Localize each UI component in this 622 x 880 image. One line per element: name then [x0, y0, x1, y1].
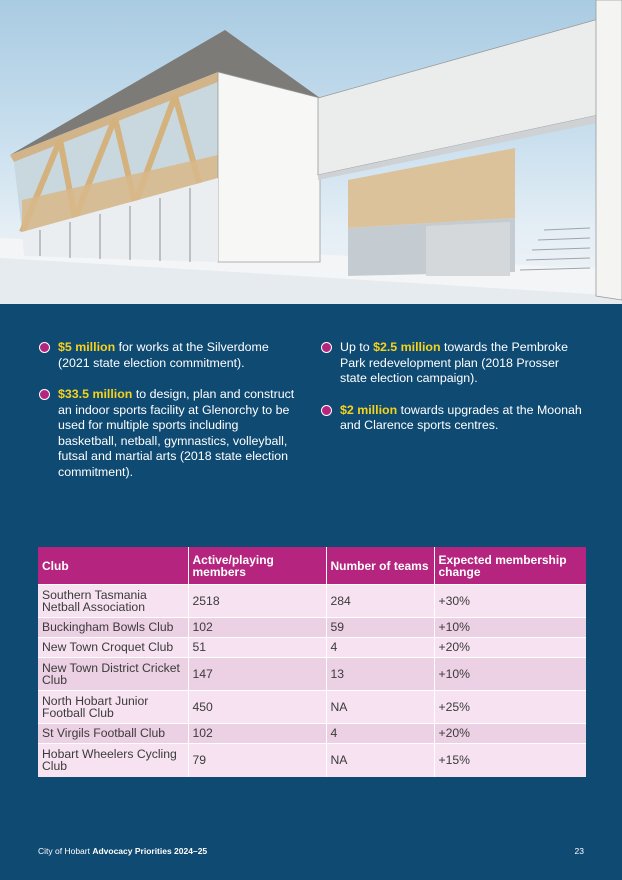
teams-value: NA [326, 744, 434, 777]
change-value: +30% [434, 585, 586, 618]
club-name: Buckingham Bowls Club [38, 618, 188, 638]
table-row [38, 658, 586, 691]
table-row [38, 724, 586, 744]
table-row [38, 585, 586, 618]
teams-value: 284 [326, 585, 434, 618]
club-membership-table [38, 547, 586, 777]
header-teams: Number of teams [326, 547, 434, 585]
funding-description: for works at the Silverdome (2021 state election commitment). [58, 340, 269, 370]
members-value: 51 [188, 638, 326, 658]
change-value: +20% [434, 638, 586, 658]
header-members: Active/playing members [188, 547, 326, 585]
change-value: +20% [434, 724, 586, 744]
bullet-dot-icon [321, 405, 332, 416]
funding-description: towards upgrades at the Moonah and Clarence sports centres. [340, 402, 582, 432]
members-value: 102 [188, 618, 326, 638]
table-row [38, 744, 586, 777]
funding-list-right [320, 340, 582, 450]
members-value: 79 [188, 744, 326, 777]
club-name: New Town Croquet Club [38, 638, 188, 658]
funding-amount: $33.5 million [58, 387, 133, 401]
change-value: +15% [434, 744, 586, 777]
teams-value: 59 [326, 618, 434, 638]
teams-value: NA [326, 691, 434, 724]
list-item [38, 387, 296, 480]
funding-amount: $2.5 million [373, 340, 441, 354]
building-render-image [0, 0, 622, 304]
footer-publication [38, 846, 207, 856]
list-item [320, 403, 582, 434]
funding-description: to design, plan and construct an indoor sports facility at Glenorchy to be used for multiple sports including basketball, netball, gymnastics, volleyball, futsal and martial arts (2018 state election commitment). [58, 387, 295, 479]
bullet-dot-icon [39, 389, 50, 400]
members-value: 2518 [188, 585, 326, 618]
members-value: 450 [188, 691, 326, 724]
bullet-dot-icon [321, 342, 332, 353]
teams-value: 4 [326, 638, 434, 658]
club-name: North Hobart Junior Football Club [38, 691, 188, 724]
club-name: Hobart Wheelers Cycling Club [38, 744, 188, 777]
list-item [320, 340, 582, 387]
hero-image [0, 0, 622, 304]
page-number: 23 [574, 846, 584, 856]
funding-description: towards the Pembroke Park redevelopment plan (2018 Prosser state election campaign). [340, 340, 568, 385]
members-value: 102 [188, 724, 326, 744]
teams-value: 4 [326, 724, 434, 744]
funding-list-left [38, 340, 296, 496]
table-row [38, 618, 586, 638]
table-row [38, 691, 586, 724]
header-club: Club [38, 547, 188, 585]
table-header-row [38, 547, 586, 585]
change-value: +10% [434, 658, 586, 691]
table-row [38, 638, 586, 658]
members-value: 147 [188, 658, 326, 691]
bullet-dot-icon [39, 342, 50, 353]
footer-prefix: City of Hobart [38, 846, 93, 856]
footer-title: Advocacy Priorities 2024–25 [92, 846, 208, 856]
change-value: +10% [434, 618, 586, 638]
club-name: St Virgils Football Club [38, 724, 188, 744]
funding-prefix: Up to [340, 340, 374, 354]
change-value: +25% [434, 691, 586, 724]
club-name: Southern Tasmania Netball Association [38, 585, 188, 618]
list-item [38, 340, 296, 371]
teams-value: 13 [326, 658, 434, 691]
header-change: Expected membership change [434, 547, 586, 585]
funding-amount: $5 million [58, 340, 116, 354]
club-name: New Town District Cricket Club [38, 658, 188, 691]
funding-amount: $2 million [340, 402, 398, 417]
